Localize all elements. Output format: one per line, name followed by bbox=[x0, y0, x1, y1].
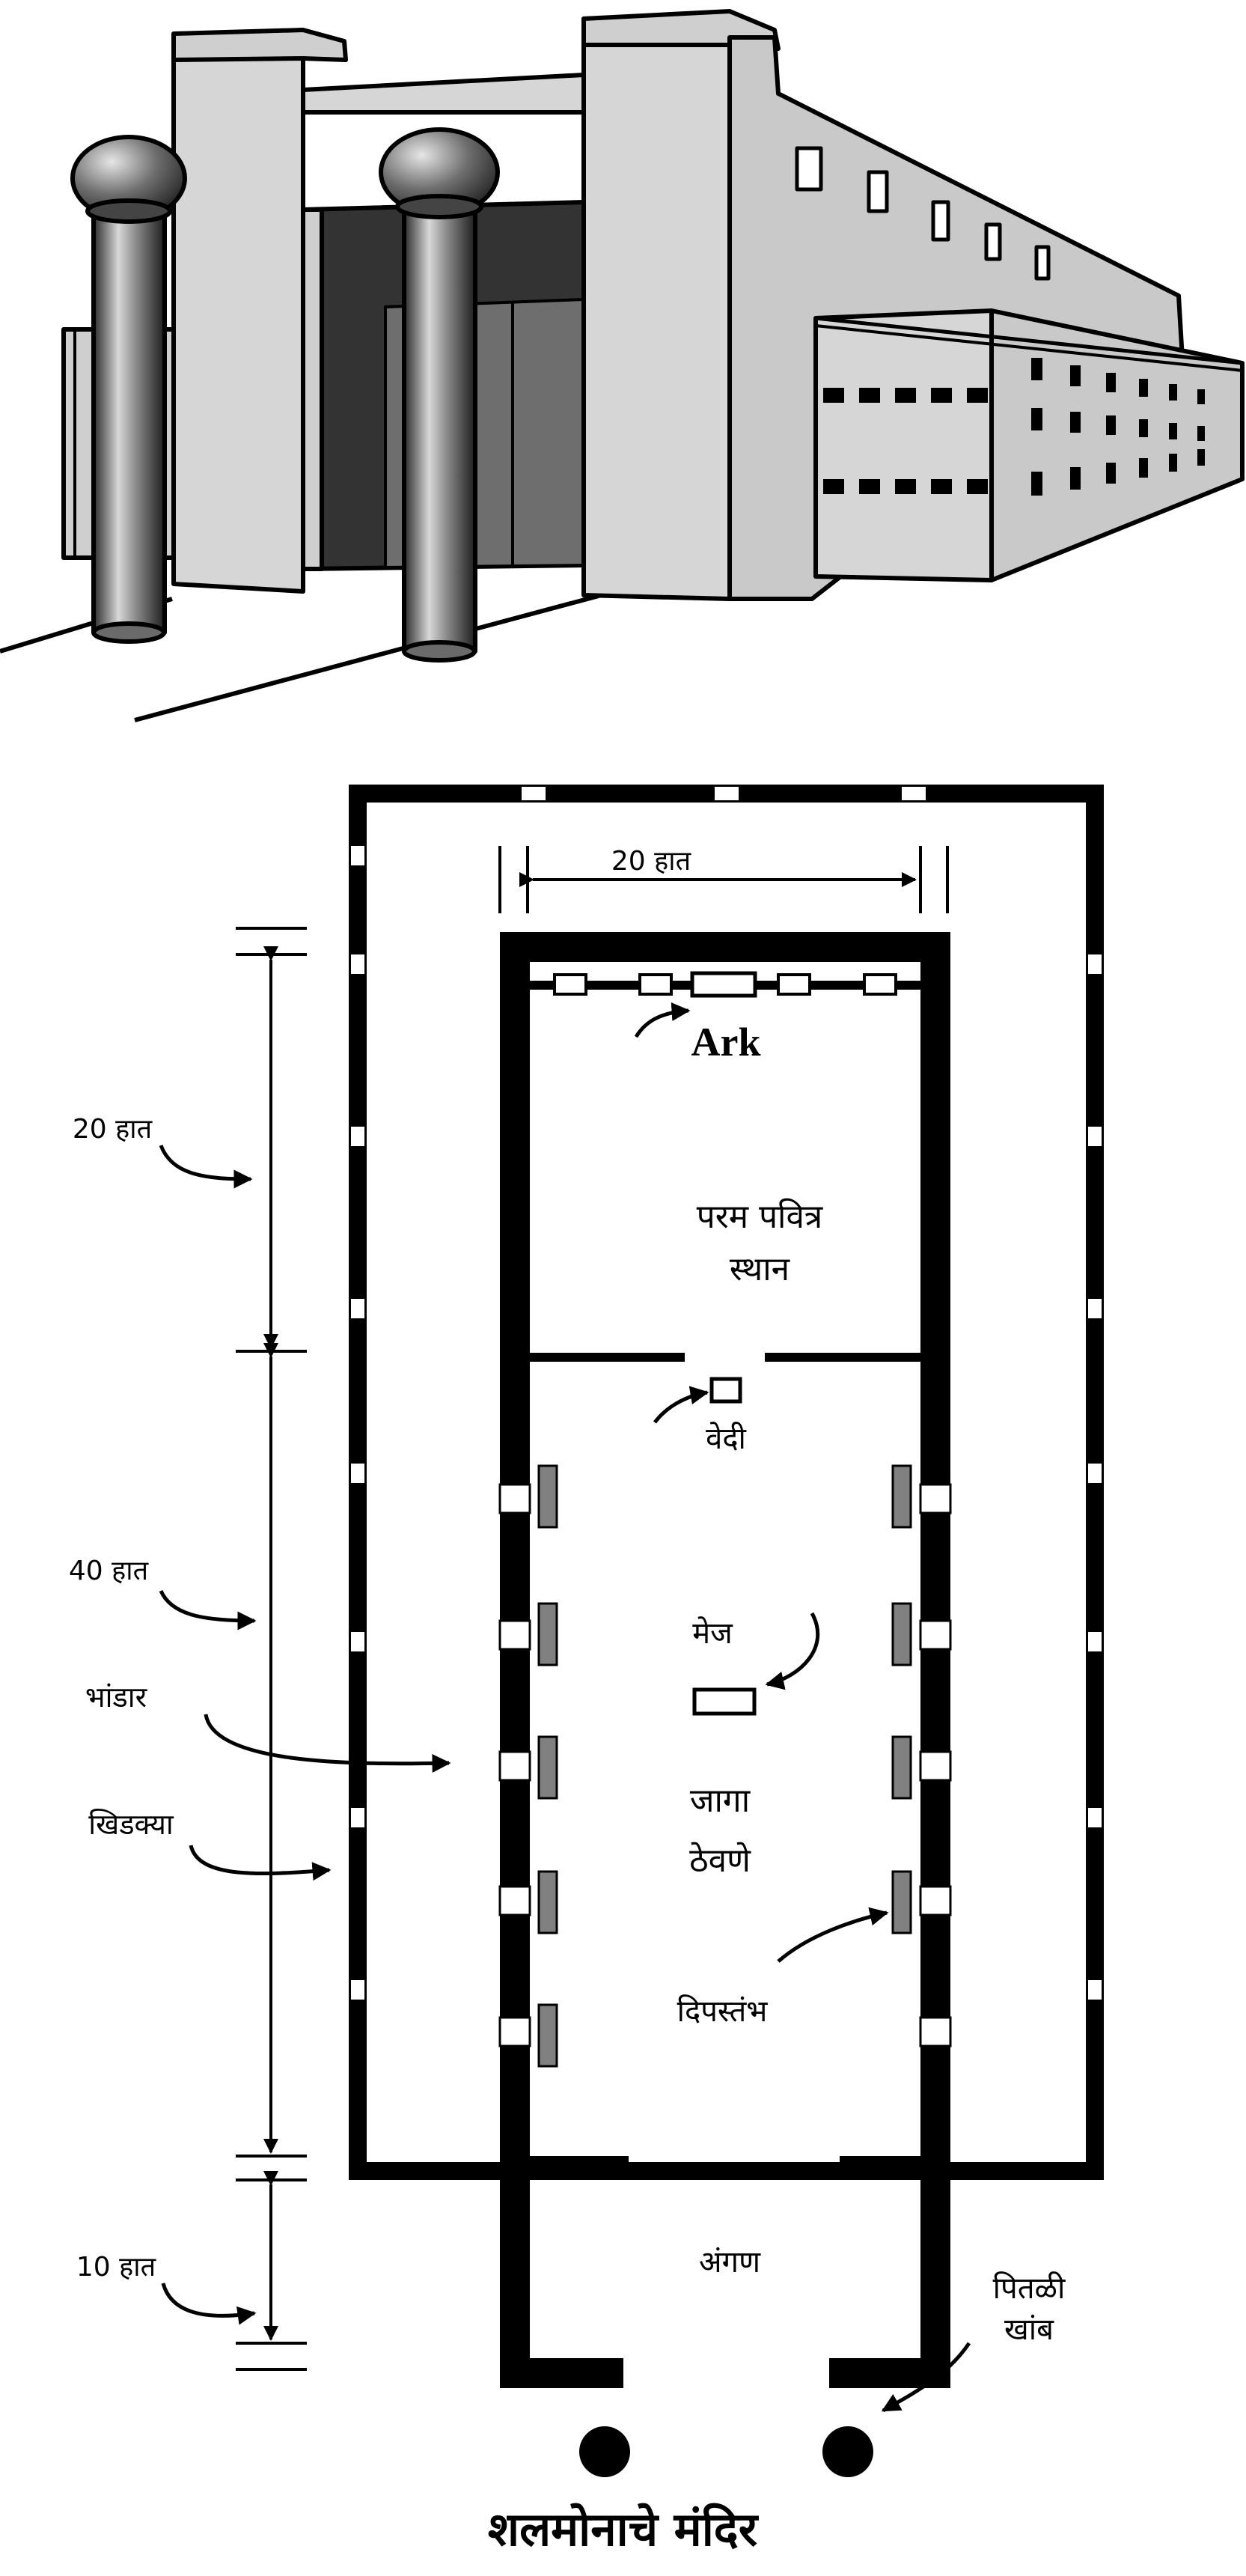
label-length-holy-of-holies: 20 हात bbox=[72, 1114, 153, 1145]
bronze-pillar-left-3d bbox=[94, 195, 165, 633]
ark-wall-strip bbox=[530, 962, 920, 996]
dimension-lines bbox=[236, 846, 947, 2369]
arrow-storage bbox=[206, 1714, 449, 1764]
arrow-10-hat bbox=[163, 2283, 254, 2315]
label-porch: अंगण bbox=[699, 2245, 760, 2280]
arrow-lampstand bbox=[778, 1913, 887, 1961]
temple-3d-illustration bbox=[0, 11, 1242, 720]
callout-arrows bbox=[161, 1011, 969, 2411]
bronze-pillar-left bbox=[579, 2426, 630, 2477]
right-tower bbox=[584, 15, 730, 599]
label-bronze-pillars-2: खांब bbox=[1004, 2312, 1054, 2347]
label-shewbread-1: जागा bbox=[689, 1782, 751, 1820]
label-holy-of-holies-2: स्थान bbox=[729, 1250, 790, 1288]
label-windows: खिडक्या bbox=[88, 1808, 174, 1841]
label-holy-of-holies-1: परम पवित्र bbox=[696, 1198, 823, 1236]
label-altar: वेदी bbox=[706, 1422, 746, 1456]
arrow-altar bbox=[655, 1392, 707, 1422]
bronze-pillar-right-3d bbox=[404, 195, 475, 651]
arrow-ark bbox=[636, 1011, 688, 1037]
lampstands bbox=[539, 1466, 911, 2066]
arrow-40-hat bbox=[161, 1591, 254, 1621]
inner-temple-walls bbox=[500, 932, 950, 2388]
arrow-windows bbox=[191, 1845, 329, 1874]
outer-wall bbox=[358, 794, 1095, 2171]
bronze-pillar-right bbox=[822, 2426, 873, 2477]
altar-box bbox=[712, 1379, 740, 1401]
middle-parapet bbox=[303, 75, 584, 112]
label-table: मेज bbox=[692, 1616, 733, 1651]
ark-box bbox=[692, 973, 755, 996]
label-lampstand: दिपस्तंभ bbox=[677, 1994, 768, 2029]
label-shewbread-2: ठेवणे bbox=[689, 1842, 751, 1880]
table-box bbox=[694, 1690, 754, 1714]
labels bbox=[69, 846, 1066, 2557]
label-bronze-pillars-1: पितळी bbox=[992, 2271, 1066, 2306]
label-storage: भांडार bbox=[85, 1681, 147, 1714]
label-width-top: 20 हात bbox=[611, 846, 691, 877]
diagram-title: शलमोनाचे मंदिर bbox=[487, 2502, 758, 2557]
arrow-20-hat bbox=[161, 1145, 251, 1179]
side-annex-front bbox=[816, 311, 992, 580]
left-tower bbox=[174, 30, 303, 591]
ground-line-front bbox=[135, 596, 599, 720]
label-ark: Ark bbox=[691, 1020, 761, 1065]
label-length-porch: 10 हात bbox=[76, 2252, 156, 2283]
arrow-table bbox=[767, 1613, 818, 1684]
label-length-holy-place: 40 हात bbox=[68, 1556, 149, 1586]
